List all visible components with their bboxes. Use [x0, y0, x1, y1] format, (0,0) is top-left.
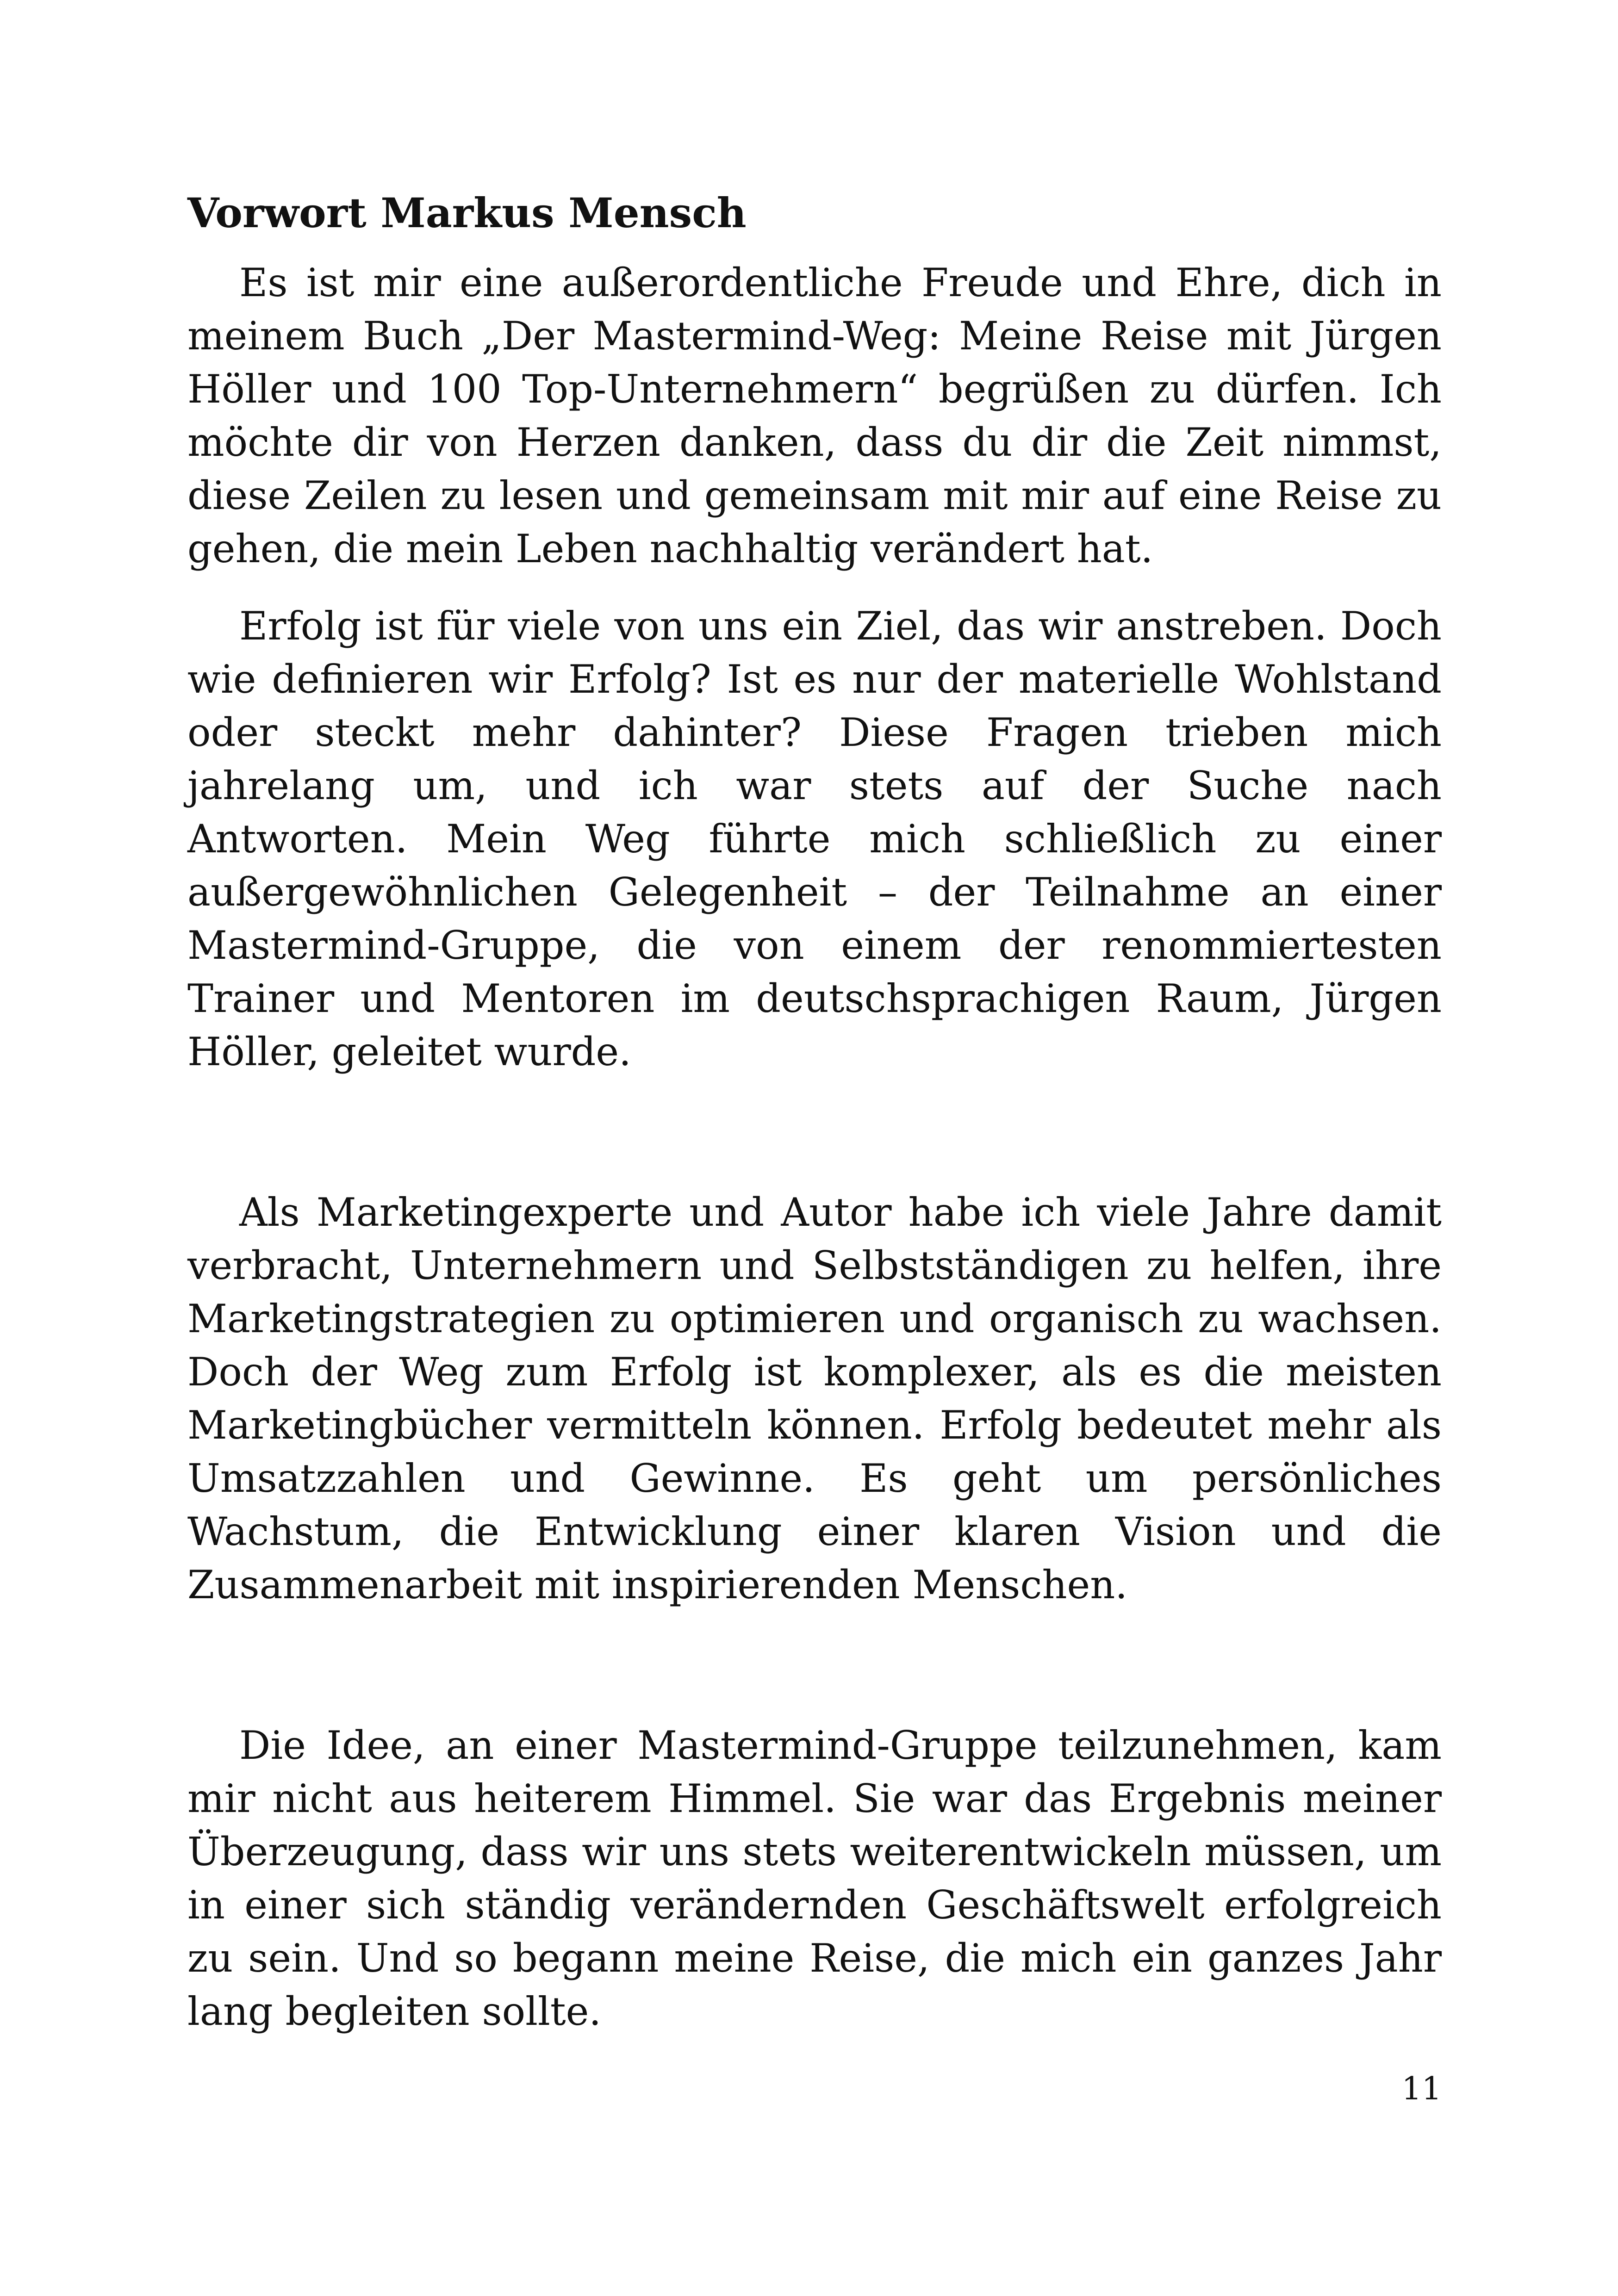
paragraph-spacer — [187, 1079, 1442, 1186]
page-body — [187, 180, 1442, 2038]
paragraph-spacer — [187, 1612, 1442, 1719]
page-number: 11 — [1401, 2071, 1442, 2107]
paragraph-spacer — [187, 576, 1442, 600]
paragraph-1: Es ist mir eine außerordentliche Freude und Ehre, dich in meinem Buch „Der Mastermind-Weg: Meine Reise mit Jürgen Höller und 100 Top-Unternehmern“ begrüßen zu dürfen. Ich möchte dir von Herzen danken, dass du dir die Zeit nimmst, diese Zeilen zu lesen und gemeinsam mit mir auf eine Reise zu gehen, die mein Leben nachhaltig verändert hat. — [187, 260, 1442, 571]
paragraph-2: Erfolg ist für viele von uns ein Ziel, das wir anstreben. Doch wie definieren wir Erfolg? Ist es nur der materielle Wohlstand oder steckt mehr dahinter? Diese Fragen trieben mich jahrelang um, und ich war stets auf der Suche nach Antworten. Mein Weg führte mich schließlich zu einer außergewöhnlichen Gelegenheit – der Teilnahme an einer Mastermind-Gruppe, die von einem der renommiertesten Trainer und Mentoren im deutschsprachigen Raum, Jürgen Höller, geleitet wurde. — [187, 603, 1442, 1074]
paragraph-3: Als Marketingexperte und Autor habe ich viele Jahre damit verbracht, Unternehmern und Selbstständigen zu helfen, ihre Marketingstrategien zu optimieren und organisch zu wachsen. Doch der Weg zum Erfolg ist komplexer, als es die meisten Marketingbücher vermitteln können. Erfolg bedeutet mehr als Umsatzzahlen und Gewinne. Es geht um persönliches Wachstum, die Entwicklung einer klaren Vision und die Zusammenarbeit mit inspirierenden Menschen. — [187, 1190, 1442, 1607]
chapter-heading: Vorwort Markus Mensch — [187, 189, 747, 237]
paragraph-4: Die Idee, an einer Mastermind-Gruppe teilzunehmen, kam mir nicht aus heiterem Himmel. Sie war das Ergebnis meiner Überzeugung, dass wir uns stets weiterentwickeln müssen, um in einer sich ständig verändernden Geschäftswelt erfolgreich zu sein. Und so begann meine Reise, die mich ein ganzes Jahr lang begleiten sollte. — [187, 1723, 1442, 2034]
